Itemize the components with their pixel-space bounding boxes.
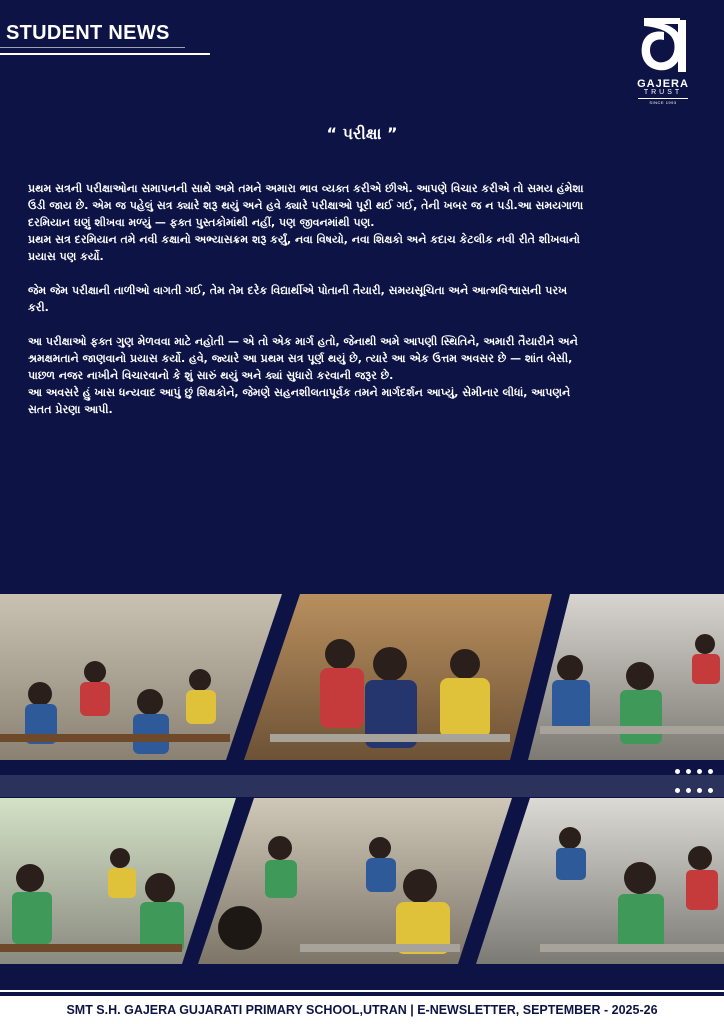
logo-since: SINCE 1993 [638, 98, 688, 105]
article-title: “ પરીક્ષા ” [326, 124, 398, 143]
logo-tagline: TRUST [643, 89, 683, 96]
footer-text: SMT S.H. GAJERA GUJARATI PRIMARY SCHOOL,UTRAN | E-NEWSLETTER, SEPTEMBER - 2025-26 [66, 1003, 658, 1017]
article-paragraph [28, 333, 700, 418]
article-line: આ પરીક્ષાઓ ફક્ત ગુણ મેળવવા માટે નહોતી — એ તો એક માર્ગ હતો, જેનાથી અમે આપણી સ્થિતિને, અમારી તૈયારીને અને [28, 335, 578, 348]
article-line: આ અવસરે હું ખાસ ધન્યવાદ આપું છું શિક્ષકોને, જેમણે સહનશીલતાપૂર્વક તમને માર્ગદર્શન આપ્યું, સેમીનાર લીધાં, આપણને [28, 386, 571, 399]
header-divider-thin [0, 47, 185, 48]
photo-collage [0, 590, 724, 980]
section-label: STUDENT NEWS [6, 22, 170, 44]
photo-row-top-graphic [0, 594, 724, 760]
article-paragraph [28, 180, 700, 265]
article-line: જેમ જેમ પરીક્ષાની તાળીઓ વાગતી ગઈ, તેમ તેમ દરેક વિદ્યાર્થીએ પોતાની તૈયારી, સમયસૂચિતા અને આત્મવિશ્વાસની પરખ [28, 284, 568, 297]
article-line: પ્રથમ સત્ર દરમિયાન તમે નવી કક્ષાનો અભ્યાસક્રમ શરૂ કર્યું, નવા વિષયો, નવા શિક્ષકો અને કદાચ કેટલીક નવી રીતે શીખવાનો [28, 233, 580, 246]
photo-row-top [0, 594, 724, 760]
article-paragraph [28, 282, 700, 316]
decorative-dots [672, 762, 716, 800]
article-line: દરમિયાન ઘણું શીખવા મળ્યું — ફક્ત પુસ્તકોમાંથી નહીં, પણ જીવનમાંથી પણ. [28, 216, 375, 229]
gajera-a-logo-icon [634, 10, 692, 76]
footer-bar [0, 996, 724, 1024]
article-line: પ્રથમ સત્રની પરીક્ષાઓના સમાપનની સાથે અમે તમને અમારા ભાવ વ્યક્ત કરીએ છીએ. આપણે વિચાર કરીએ તો સમય હંમેશા [28, 182, 584, 195]
footer-divider [0, 990, 724, 992]
article-line: પ્રયાસ પણ કર્યો. [28, 250, 104, 263]
photo-row-bottom-graphic [0, 798, 724, 964]
gajera-trust-logo [630, 10, 696, 105]
article-line: સતત પ્રેરણા આપી. [28, 403, 113, 416]
logo-brand: GAJERA [637, 78, 689, 90]
divider-strip [0, 775, 724, 797]
article-line: શ્રમક્ષમતાને જાણવાનો પ્રયાસ કર્યો. હવે, જ્યારે આ પ્રથમ સત્ર પૂર્ણ થયું છે, ત્યારે આ એક ઉત્તમ અવસર છે — શાંત બેસી, [28, 352, 573, 365]
photo-row-bottom [0, 798, 724, 964]
article-line: કરી. [28, 301, 49, 314]
article-line: પાછળ નજર નાખીને વિચારવાનો કે શું સારું થયું અને ક્યાં સુધારો કરવાની જરૂર છે. [28, 369, 394, 382]
header-divider [0, 53, 210, 55]
article-body [28, 180, 700, 435]
article-line: ઉડી જાય છે. એમ જ પહેલું સત્ર ક્યારે શરૂ થયું અને હવે ક્યારે પરીક્ષાઓ પૂરી થઈ ગઈ, તેની ખબર જ ન પડી.આ સમયગાળા [28, 199, 584, 212]
